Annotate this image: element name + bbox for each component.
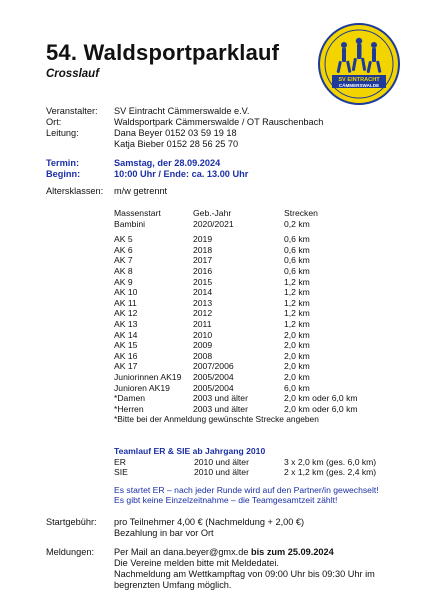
- registration-line-3: Nachmeldung am Wettkampftag von 09:00 Uhr bis 09:30 Uhr im: [114, 569, 375, 579]
- table-cell-distance: 2,0 km: [284, 340, 310, 351]
- registration-label: Meldungen:: [46, 547, 95, 557]
- club-logo: [318, 23, 400, 105]
- table-cell-class: AK 10: [114, 287, 138, 298]
- management-contact-1: Dana Beyer 0152 03 59 19 18: [114, 128, 237, 138]
- fee-line-1: pro Teilnehmer 4,00 € (Nachmeldung + 2,00 €): [114, 517, 305, 527]
- team-title-text: Teamlauf ER & SIE ab Jahrgang 2010: [114, 446, 266, 456]
- club-logo-icon: [318, 23, 400, 105]
- page-subtitle: Crosslauf: [46, 68, 100, 80]
- organizer-value: SV Eintracht Cämmerswalde e.V.: [114, 106, 250, 116]
- date-label: Termin:: [46, 158, 80, 168]
- table-cell-distance: 2,0 km oder 6,0 km: [284, 393, 358, 404]
- table-cell-distance: 1,2 km: [284, 287, 310, 298]
- table-cell-year: 2010: [193, 329, 213, 340]
- table-cell-distance: 0,6 km: [284, 265, 310, 276]
- table-cell-class: *Herren: [114, 403, 144, 414]
- start-value: 10:00 Uhr / Ende: ca. 13.00 Uhr: [114, 169, 249, 179]
- table-cell-year: 2012: [193, 308, 213, 319]
- registration-line-4: begrenzten Umfang möglich.: [114, 580, 232, 590]
- table-cell-class: AK 9: [114, 276, 133, 287]
- table-cell-year: 2016: [193, 265, 213, 276]
- table-cell-distance: 0,6 km: [284, 244, 310, 255]
- table-cell-year: 2003 und älter: [193, 393, 248, 404]
- table-cell-year: 2011: [193, 318, 212, 329]
- registration-email-text: Per Mail an dana.beyer@gmx.de: [114, 547, 252, 557]
- table-cell-year: 2009: [193, 340, 213, 351]
- registration-deadline: bis zum 25.09.2024: [251, 547, 334, 557]
- table-cell-year: 2018: [193, 244, 213, 255]
- table-cell-class: AK 8: [114, 265, 133, 276]
- management-label: Leitung:: [46, 128, 79, 138]
- table-cell-year: 2014: [193, 287, 213, 298]
- age-classes-label: Altersklassen:: [46, 186, 104, 196]
- start-label: Beginn:: [46, 169, 81, 179]
- table-cell-class: AK 7: [114, 255, 133, 266]
- date-value: Samstag, der 28.09.2024: [114, 158, 221, 168]
- table-cell-distance: 0,2 km: [284, 218, 310, 229]
- fee-label: Startgebühr:: [46, 517, 97, 527]
- table-cell-year: 2017: [193, 255, 213, 266]
- table-cell-class: AK 6: [114, 244, 133, 255]
- team-cell-name: SIE: [114, 467, 128, 478]
- registration-line-1: [114, 547, 334, 558]
- table-cell-distance: 2,0 km: [284, 361, 310, 372]
- team-note-1-text: Es startet ER – nach jeder Runde wird auf den Partner/in gewechselt!: [114, 484, 379, 495]
- table-cell-class: AK 5: [114, 234, 133, 245]
- table-cell-distance: 2,0 km oder 6,0 km: [284, 403, 358, 414]
- table-cell-class: *Damen: [114, 393, 146, 404]
- management-contact-2: Katja Bieber 0152 28 56 25 70: [114, 139, 239, 149]
- table-cell-class: AK 12: [114, 308, 138, 319]
- fee-line-2: Bezahlung in bar vor Ort: [114, 528, 214, 538]
- table-cell-class: AK 14: [114, 329, 138, 340]
- table-cell-distance: 2,0 km: [284, 371, 310, 382]
- table-cell-class: AK 13: [114, 318, 138, 329]
- table-cell-class: AK 11: [114, 297, 137, 308]
- table-cell-year: 2008: [193, 350, 213, 361]
- table-cell-distance: 1,2 km: [284, 276, 310, 287]
- table-cell-class: AK 17: [114, 361, 138, 372]
- svg-text:CÄMMERSWALDE: CÄMMERSWALDE: [338, 83, 380, 88]
- registration-line-2: Die Vereine melden bitte mit Meldedatei.: [114, 558, 279, 568]
- table-header-year: Geb.-Jahr: [193, 208, 232, 218]
- table-cell-distance: 0,6 km: [284, 234, 310, 245]
- table-cell-distance: 0,6 km: [284, 255, 310, 266]
- table-cell-year: 2005/2004: [193, 382, 234, 393]
- table-cell-year: 2013: [193, 297, 213, 308]
- table-cell-distance: 1,2 km: [284, 297, 310, 308]
- table-cell-year: 2020/2021: [193, 218, 234, 229]
- age-classes-value: m/w getrennt: [114, 186, 168, 196]
- table-cell-distance: 1,2 km: [284, 318, 310, 329]
- table-header-distance: Strecken: [284, 208, 318, 218]
- organizer-label: Veranstalter:: [46, 106, 98, 116]
- table-cell-year: 2005/2004: [193, 371, 234, 382]
- location-label: Ort:: [46, 117, 62, 127]
- page-title: 54. Waldsportparklauf: [46, 40, 280, 65]
- table-cell-distance: 6,0 km: [284, 382, 310, 393]
- team-cell-year: 2010 und älter: [194, 467, 249, 478]
- table-cell-year: 2015: [193, 276, 213, 287]
- table-cell-class: Juniorinnen AK19: [114, 371, 182, 382]
- table-cell-distance: 1,2 km: [284, 308, 310, 319]
- team-cell-name: ER: [114, 456, 126, 467]
- team-cell-year: 2010 und älter: [194, 456, 249, 467]
- table-footnote-text: *Bitte bei der Anmeldung gewünschte Strecke angeben: [114, 414, 319, 425]
- svg-text:SV EINTRACHT: SV EINTRACHT: [338, 77, 380, 83]
- team-note-2-text: Es gibt keine Einzelzeitnahme – die Teamgesamtzeit zählt!: [114, 495, 338, 506]
- location-value: Waldsportpark Cämmerswalde / OT Rauschenbach: [114, 117, 324, 127]
- team-cell-distance: 2 x 1,2 km (ges. 2,4 km): [284, 467, 377, 478]
- table-cell-class: Bambini: [114, 218, 146, 229]
- table-cell-year: 2019: [193, 234, 213, 245]
- table-cell-class: Junioren AK19: [114, 382, 170, 393]
- table-cell-class: AK 16: [114, 350, 138, 361]
- table-cell-distance: 2,0 km: [284, 350, 310, 361]
- table-cell-distance: 2,0 km: [284, 329, 310, 340]
- table-cell-class: AK 15: [114, 340, 138, 351]
- table-header-class: Massenstart: [114, 208, 161, 218]
- team-cell-distance: 3 x 2,0 km (ges. 6,0 km): [284, 456, 377, 467]
- table-cell-year: 2003 und älter: [193, 403, 248, 414]
- table-cell-year: 2007/2006: [193, 361, 234, 372]
